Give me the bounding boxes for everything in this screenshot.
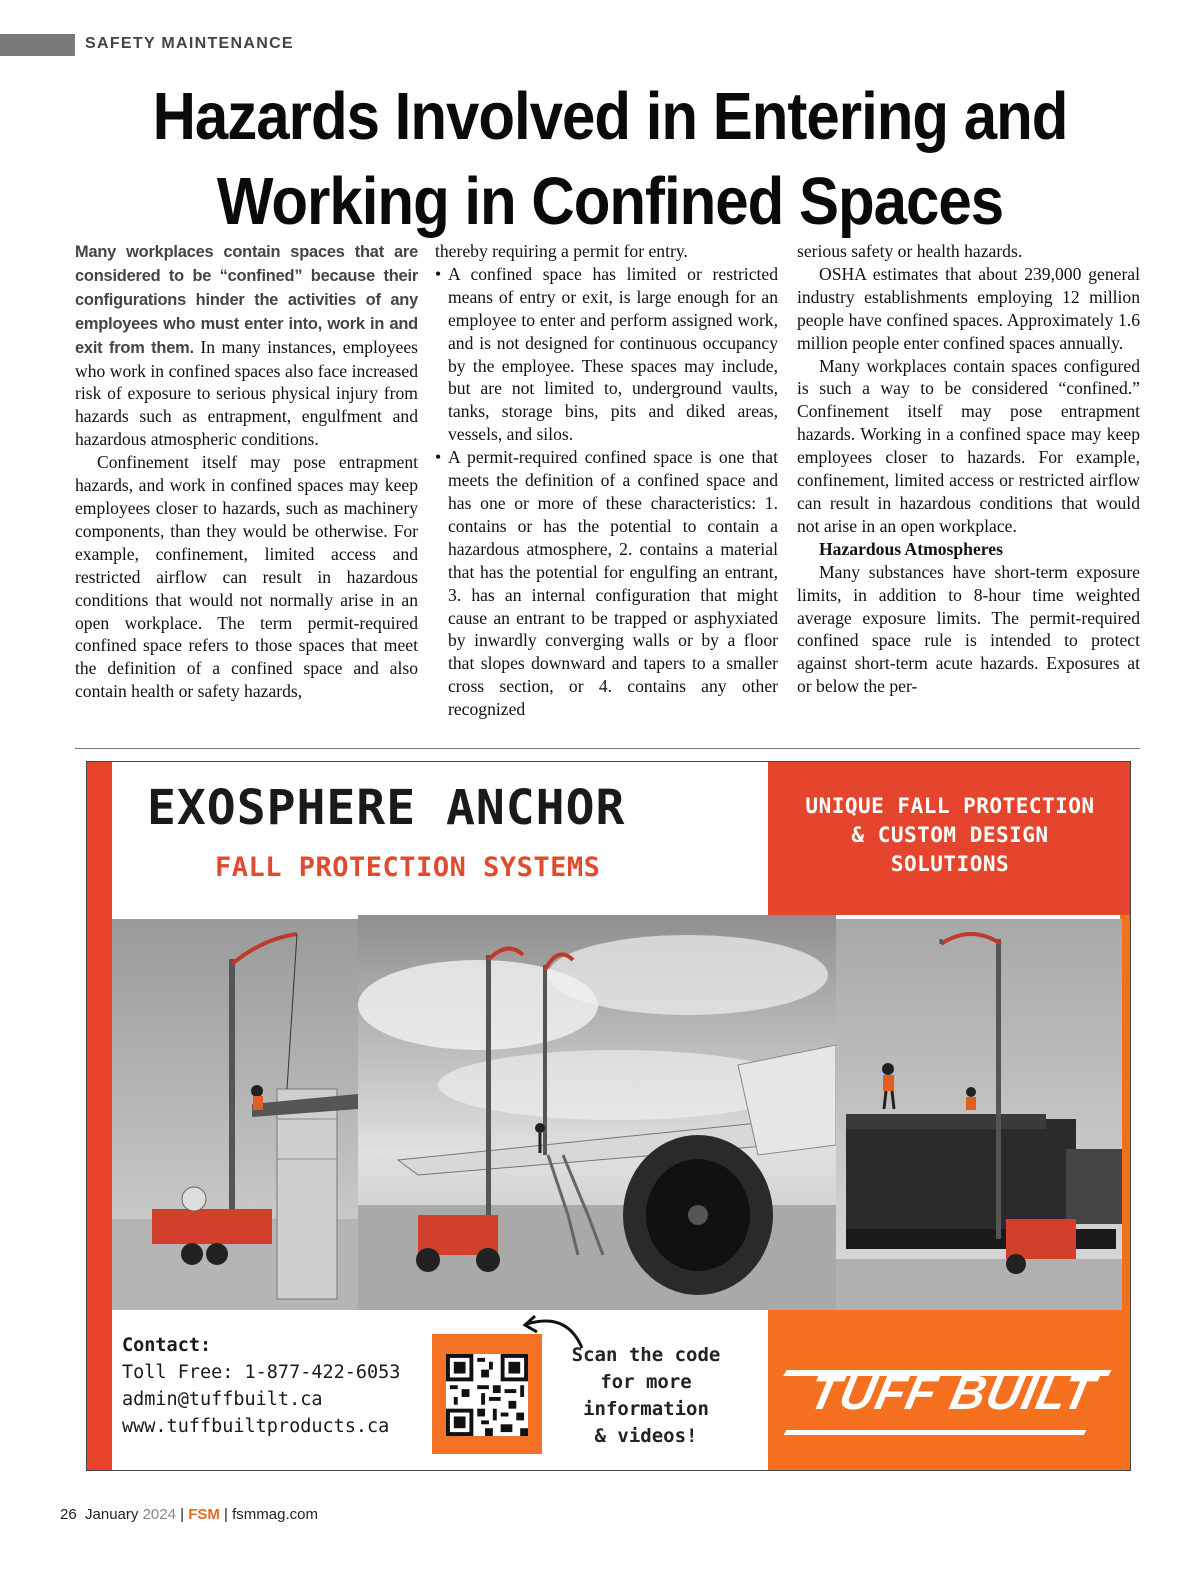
magazine-name: FSM [188, 1506, 220, 1523]
tagline-line: SOLUTIONS [890, 852, 1010, 876]
scan-line: Scan the code [571, 1344, 721, 1366]
logo-swoosh [784, 1430, 1087, 1435]
article-column-2 [435, 240, 778, 721]
subheading: Hazardous Atmospheres [819, 538, 1003, 559]
lead-text: Many workplaces contain spaces that are considered to be “confined” because their configurations hinder the activities of any employees who must enter into, work in and exit from them. [75, 243, 418, 357]
phone-number[interactable]: Toll Free: 1-877-422-6053 [122, 1362, 401, 1383]
magazine-website[interactable]: fsmmag.com [232, 1506, 318, 1523]
scan-line: for more [600, 1371, 692, 1393]
article-column-3 [797, 240, 1140, 698]
paragraph: Many workplaces contain spaces configured is such a way to be considered “confined.” Confinement itself may pose entrapment hazards. Working in a confined space may keep employees closer to hazards. For example, confinement, limited access or restricted airflow can result in hazardous conditions that would not arise in an open workplace. [797, 355, 1140, 536]
paragraph: Confinement itself may pose entrapment hazards, and work in confined spaces may keep employees closer to hazards, such as machinery components, than they would be otherwise. For example, confinement, limited access and restricted airflow can result in hazardous conditions that would not normally arise in an open workplace. The term permit-required confined space refers to those spaces that meet the definition of a confined space and also contain health or safety hazards, [75, 452, 418, 702]
photo-locomotive-anchor-image [836, 919, 1122, 1310]
photo-trailer-anchor-image [112, 919, 358, 1310]
lead-paragraph [75, 240, 418, 451]
bullet-icon: • [435, 263, 442, 284]
contact-block [122, 1332, 400, 1440]
paragraph: serious safety or health hazards. [797, 241, 1023, 261]
footer-separator: | [224, 1506, 228, 1523]
section-bar [0, 34, 75, 56]
photo-locomotive-anchor [836, 919, 1122, 1310]
bullet-item [435, 446, 778, 721]
photo-aircraft-anchor-image [358, 915, 836, 1310]
ad-brand-subtitle: FALL PROTECTION SYSTEMS [215, 852, 601, 883]
email-address[interactable]: admin@tuffbuilt.ca [122, 1389, 323, 1410]
scan-prompt [551, 1342, 741, 1450]
website-link[interactable]: www.tuffbuiltproducts.ca [122, 1416, 390, 1437]
bullet-text: A confined space has limited or restricted means of entry or exit, is large enough for an employee to enter and perform assigned work, and is not designed for continuous occupancy by the employee. These spaces may include, but are not limited to, underground vaults, tanks, storage bins, pits and diked areas, vessels, and silos. [448, 263, 778, 445]
issue-month: January [85, 1506, 139, 1523]
page-footer [60, 1506, 318, 1523]
scan-line: & videos! [594, 1425, 698, 1447]
tagline-line: & CUSTOM DESIGN [851, 823, 1049, 847]
photo-trailer-anchor [112, 919, 358, 1310]
bullet-icon: • [435, 447, 442, 468]
qr-code-icon [446, 1354, 528, 1436]
footer-separator: | [180, 1506, 185, 1523]
bullet-text: A permit-required confined space is one that meets the definition of a confined space and has one or more of these characteristics: 1. contains or has the potential to contain a hazardous atmosphere, 2. contains a material that has the potential for engulfing an entrant, 3. has an internal configuration that might cause an entrant to be trapped or asphyxiated by inwardly converging walls or by a floor that slopes downward and tapers to a smaller cross section, or 4. contains any other recognized [448, 447, 778, 720]
ad-tagline [768, 792, 1131, 879]
headline-line-1: Hazards Involved in Entering and [152, 78, 1068, 154]
bullet-item [435, 263, 778, 446]
article-headline [40, 74, 1180, 244]
scan-line: information [583, 1398, 709, 1420]
divider [75, 748, 1140, 749]
article-column-1 [75, 240, 418, 703]
ad-brand-name: EXOSPHERE ANCHOR [147, 780, 626, 836]
paragraph: OSHA estimates that about 239,000 general industry establishments employing 12 million people have confined spaces. Approximately 1.6 million people enter confined spaces annually. [797, 263, 1140, 353]
headline-line-2: Working in Confined Spaces [216, 163, 1004, 239]
qr-code-frame[interactable] [432, 1334, 542, 1454]
paragraph: thereby requiring a permit for entry. [435, 241, 688, 261]
contact-heading: Contact: [122, 1335, 212, 1356]
tuff-built-logo: TUFF BUILT [804, 1367, 1100, 1420]
page-number: 26 [60, 1506, 77, 1523]
ad-left-strip [87, 762, 112, 1470]
advertisement[interactable] [86, 761, 1131, 1471]
photo-aircraft-anchor [358, 915, 836, 1310]
issue-year: 2024 [142, 1506, 176, 1523]
tagline-line: UNIQUE FALL PROTECTION [805, 794, 1095, 818]
lead-rest: In many instances, employees who work in confined spaces also face increased risk of exposure to serious physical injury from hazards such as entrapment, engulfment and hazardous atmospheric conditions. [75, 336, 418, 450]
paragraph: Many substances have short-term exposure limits, in addition to 8-hour time weighted average exposure limits. The permit-required confined space rule is intended to protect against short-term acute hazards. Exposures at or below the per- [797, 561, 1140, 697]
section-label: SAFETY MAINTENANCE [85, 35, 294, 52]
